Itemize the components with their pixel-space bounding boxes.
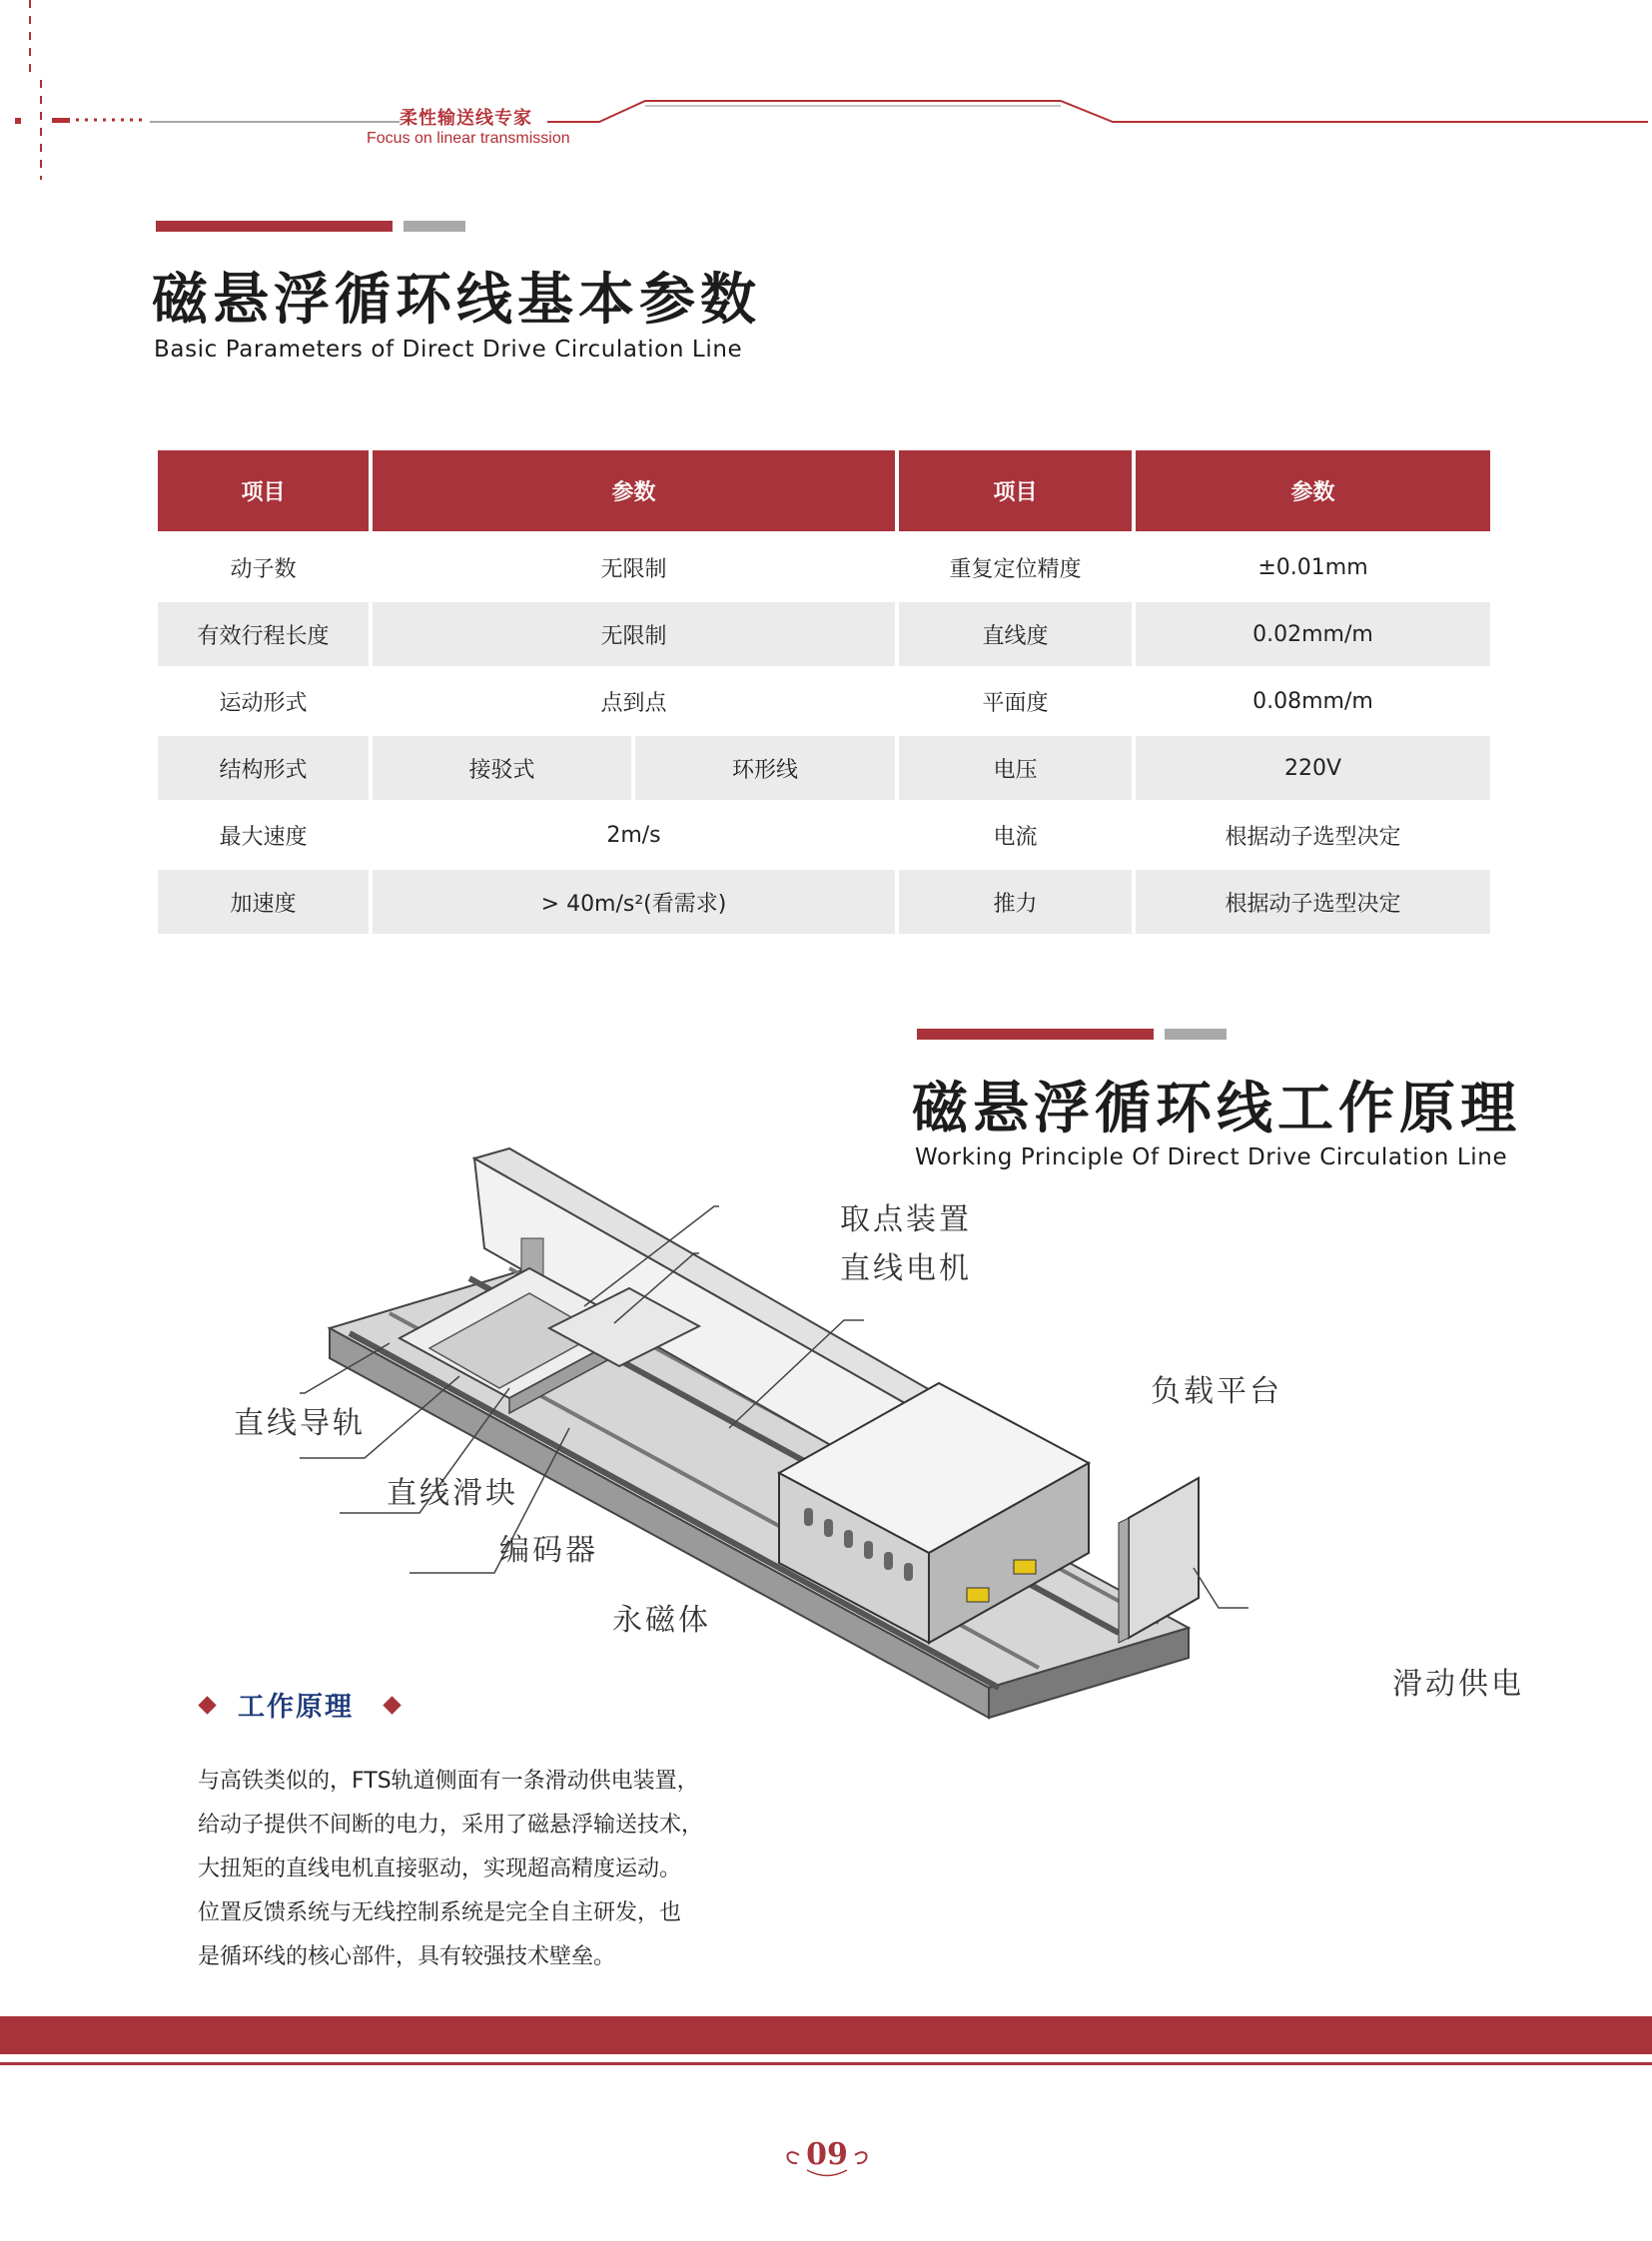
table-cell: 运动形式 — [219, 690, 308, 716]
table-cell: 接驳式 — [373, 736, 631, 800]
table-cell: > 40m/s²(看需求) — [373, 870, 895, 934]
principle-line: 位置反馈系统与无线控制系统是完全自主研发，也 — [198, 1900, 682, 1925]
table-cell: 推力 — [899, 870, 1132, 934]
table-header-row — [158, 450, 1490, 531]
table-cell: 根据动子选型决定 — [1225, 824, 1401, 850]
table-cell: ±0.01mm — [1257, 554, 1368, 580]
header-tagline: 柔性输送线专家 — [400, 108, 532, 129]
table-cell: 有效行程长度 — [158, 602, 369, 666]
principle-diamond-left — [198, 1696, 216, 1714]
table-cell: 最大速度 — [219, 824, 308, 850]
table-cell: 加速度 — [158, 870, 369, 934]
table-cell: 动子数 — [230, 556, 297, 582]
table-cell: 重复定位精度 — [949, 556, 1082, 582]
callout-pickup-device: 取点装置 — [840, 1202, 972, 1237]
table-row — [158, 602, 1490, 666]
table-cell: 环形线 — [635, 736, 895, 800]
table-header-cell: 项目 — [899, 450, 1132, 531]
principle-line: 给动子提供不间断的电力，采用了磁悬浮输送技术， — [198, 1813, 704, 1838]
table-header-cell: 参数 — [1136, 450, 1490, 531]
header-subtitle: Focus on linear transmission — [367, 130, 570, 147]
table-cell: 结构形式 — [158, 736, 369, 800]
principle-text — [198, 1760, 757, 1979]
table-row — [158, 535, 1490, 599]
table-row — [158, 736, 1490, 800]
table-cell: 2m/s — [606, 822, 661, 848]
table-header-cell: 参数 — [373, 450, 895, 531]
section1-title: 磁悬浮循环线基本参数 — [152, 268, 761, 333]
callout-linear-motor: 直线电机 — [840, 1251, 972, 1286]
principle-line: 大扭矩的直线电机直接驱动，实现超高精度运动。 — [198, 1857, 682, 1881]
callout-sliding-power: 滑动供电 — [1392, 1667, 1524, 1702]
callout-guide-rail: 直线导轨 — [234, 1406, 366, 1441]
principle-line: 是循环线的核心部件，具有较强技术壁垒。 — [198, 1944, 616, 1969]
principle-line: 与高铁类似的，FTS轨道侧面有一条滑动供电装置， — [198, 1769, 699, 1794]
table-cell: 平面度 — [982, 690, 1049, 716]
table-row — [158, 803, 1490, 867]
footer-line — [0, 2062, 1652, 2065]
table-cell: 0.02mm/m — [1136, 602, 1490, 666]
section1-accent-bar — [156, 221, 393, 232]
section1-subtitle: Basic Parameters of Direct Drive Circulation Line — [154, 337, 743, 363]
table-cell: 0.08mm/m — [1252, 688, 1373, 714]
principle-title: 工作原理 — [238, 1692, 354, 1723]
table-cell: 220V — [1136, 736, 1490, 800]
parameters-table — [158, 450, 1490, 937]
section2-accent-bar — [917, 1029, 1154, 1040]
table-cell: 电流 — [993, 824, 1038, 850]
page-number: 09 — [806, 2137, 848, 2172]
table-row — [158, 669, 1490, 733]
table-row — [158, 870, 1490, 934]
table-cell: 根据动子选型决定 — [1136, 870, 1490, 934]
header-decoration — [0, 0, 1652, 190]
table-cell: 无限制 — [600, 556, 667, 582]
section1-grey-bar — [404, 221, 465, 232]
footer-band — [0, 2016, 1652, 2054]
section2-subtitle: Working Principle Of Direct Drive Circulation Line — [915, 1144, 1508, 1170]
table-cell: 无限制 — [373, 602, 895, 666]
callout-load-platform: 负载平台 — [1151, 1374, 1282, 1409]
section2-grey-bar — [1165, 1029, 1227, 1040]
callout-encoder: 编码器 — [499, 1533, 598, 1568]
callout-permanent-magnet: 永磁体 — [612, 1603, 711, 1638]
callout-linear-slider: 直线滑块 — [387, 1476, 518, 1511]
section2-title: 磁悬浮循环线工作原理 — [912, 1077, 1521, 1141]
table-header-cell: 项目 — [158, 450, 369, 531]
table-cell: 点到点 — [600, 690, 667, 716]
table-cell: 电压 — [899, 736, 1132, 800]
table-cell: 直线度 — [899, 602, 1132, 666]
